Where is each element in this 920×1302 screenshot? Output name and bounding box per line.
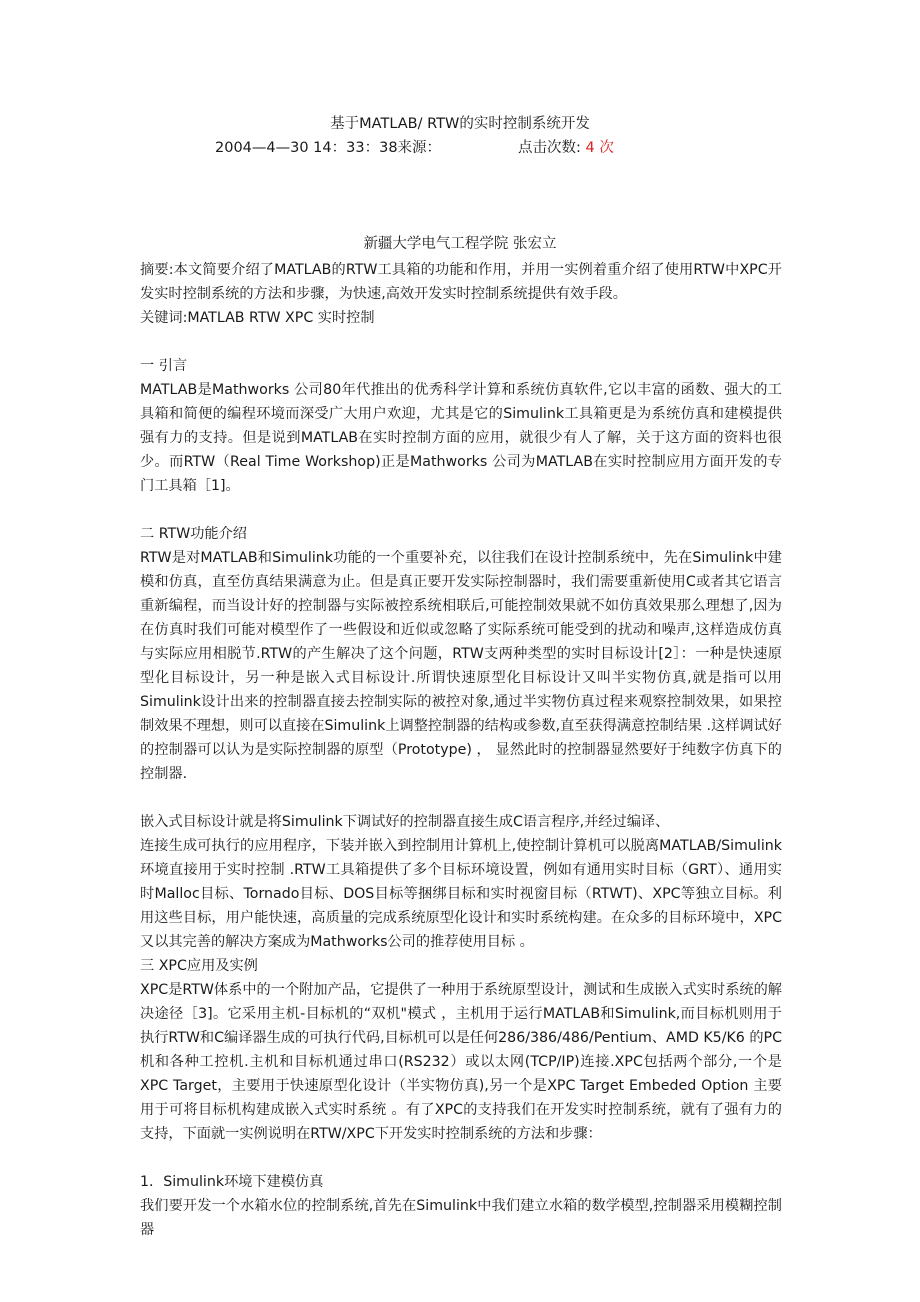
spacer	[140, 1146, 782, 1170]
paragraph-xpc: XPC是RTW体系中的一个附加产品，它提供了一种用于系统原型设计，测试和生成嵌入式实时系统的解决途径［3]。它采用主机-目标机的“双机"模式 ，主机用于运行MATLAB和Simulink,而目标机则用于执行RTW和C编译器生成的可执行代码,目标机可以是任何286/386/486/Pentium、AMD K5/K6 的PC机和各种工控机.主机和目标机通过串口(RS232）或以太网(TCP/IP)连接.XPC包括两个部分,一个是XPC Target，主要用于快速原型化设计（半实物仿真),另一个是XPC Target Embeded Option 主要用于可将目标机构建成嵌入式实时系统 。有了XPC的支持我们在开发实时控制系统，就有了强有力的支持，下面就一实例说明在RTW/XPC下开发实时控制系统的方法和步骤：	[140, 982, 782, 1142]
spacer	[140, 786, 782, 810]
publish-date-source: 2004—4—30 14：33：38来源：	[215, 140, 442, 156]
section-heading-rtw: 二 RTW功能介绍	[140, 526, 247, 542]
spacer	[140, 330, 782, 354]
paragraph-step1: 我们要开发一个水箱水位的控制系统,首先在Simulink中我们建立水箱的数学模型,控制器采用模糊控制器	[140, 1198, 782, 1238]
paragraph-embedded-2: 连接生成可执行的应用程序，下装并嵌入到控制用计算机上,使控制计算机可以脱离MATLAB/Simulink环境直接用于实时控制 .RTW工具箱提供了多个目标环境设置，例如有通用实时目标（GRT）、通用实时Malloc目标、Tornado目标、DOS目标等捆绑目标和实时视窗目标（RTWT)、XPC等独立目标。利用这些目标，用户能快速，高质量的完成系统原型化设计和实时系统构建。在众多的目标环境中，XPC又以其完善的解决方案成为Mathworks公司的推荐使用目标 。	[140, 838, 782, 950]
article-title: 基于MATLAB/ RTW的实时控制系统开发	[330, 116, 590, 132]
paragraph-embedded-1: 嵌入式目标设计就是将Simulink下调试好的控制器直接生成C语言程序,并经过编译、	[140, 814, 670, 830]
article-body	[140, 258, 782, 1242]
section-heading-xpc: 三 XPC应用及实例	[140, 958, 258, 974]
click-count	[518, 137, 614, 159]
click-count-value: 4 次	[585, 140, 614, 156]
author-line: 新疆大学电气工程学院 张宏立	[363, 236, 557, 252]
section-heading-intro: 一 引言	[140, 358, 188, 374]
spacer	[140, 498, 782, 522]
subsection-heading-step1: 1．Simulink环境下建模仿真	[140, 1174, 324, 1190]
click-count-label: 点击次数:	[518, 140, 586, 156]
keywords: 关键词:MATLAB RTW XPC 实时控制	[140, 310, 375, 326]
abstract: 摘要:本文简要介绍了MATLAB的RTW工具箱的功能和作用，并用一实例着重介绍了使用RTW中XPC开发实时控制系统的方法和步骤，为快速,高效开发实时控制系统提供有效手段。	[140, 262, 782, 302]
paragraph-rtw: RTW是对MATLAB和Simulink功能的一个重要补充，以往我们在设计控制系统中，先在Simulink中建模和仿真，直至仿真结果满意为止。但是真正要开发实际控制器时，我们需要重新使用C或者其它语言重新编程，而当设计好的控制器与实际被控系统相联后,可能控制效果就不如仿真效果那么理想了,因为在仿真时我们可能对模型作了一些假设和近似或忽略了实际系统可能受到的扰动和噪声,这样造成仿真与实际应用相脱节.RTW的产生解决了这个问题，RTW支两种类型的实时目标设计[2］：一种是快速原型化目标设计，另一种是嵌入式目标设计.所谓快速原型化目标设计又叫半实物仿真,就是指可以用Simulink设计出来的控制器直接去控制实际的被控对象,通过半实物仿真过程来观察控制效果，如果控制效果不理想，则可以直接在Simulink上调整控制器的结构或参数,直至获得满意控制结果 .这样调试好的控制器可以认为是实际控制器的原型（Prototype) ， 显然此时的控制器显然要好于纯数字仿真下的控制器.	[140, 550, 782, 782]
paragraph-intro: MATLAB是Mathworks 公司80年代推出的优秀科学计算和系统仿真软件,它以丰富的函数、强大的工具箱和简便的编程环境而深受广大用户欢迎，尤其是它的Simulink工具箱更是为系统仿真和建模提供强有力的支持。但是说到MATLAB在实时控制方面的应用，就很少有人了解，关于这方面的资料也很少。而RTW（Real Time Workshop)正是Mathworks 公司为MATLAB在实时控制应用方面开发的专门工具箱［1]。	[140, 382, 782, 494]
